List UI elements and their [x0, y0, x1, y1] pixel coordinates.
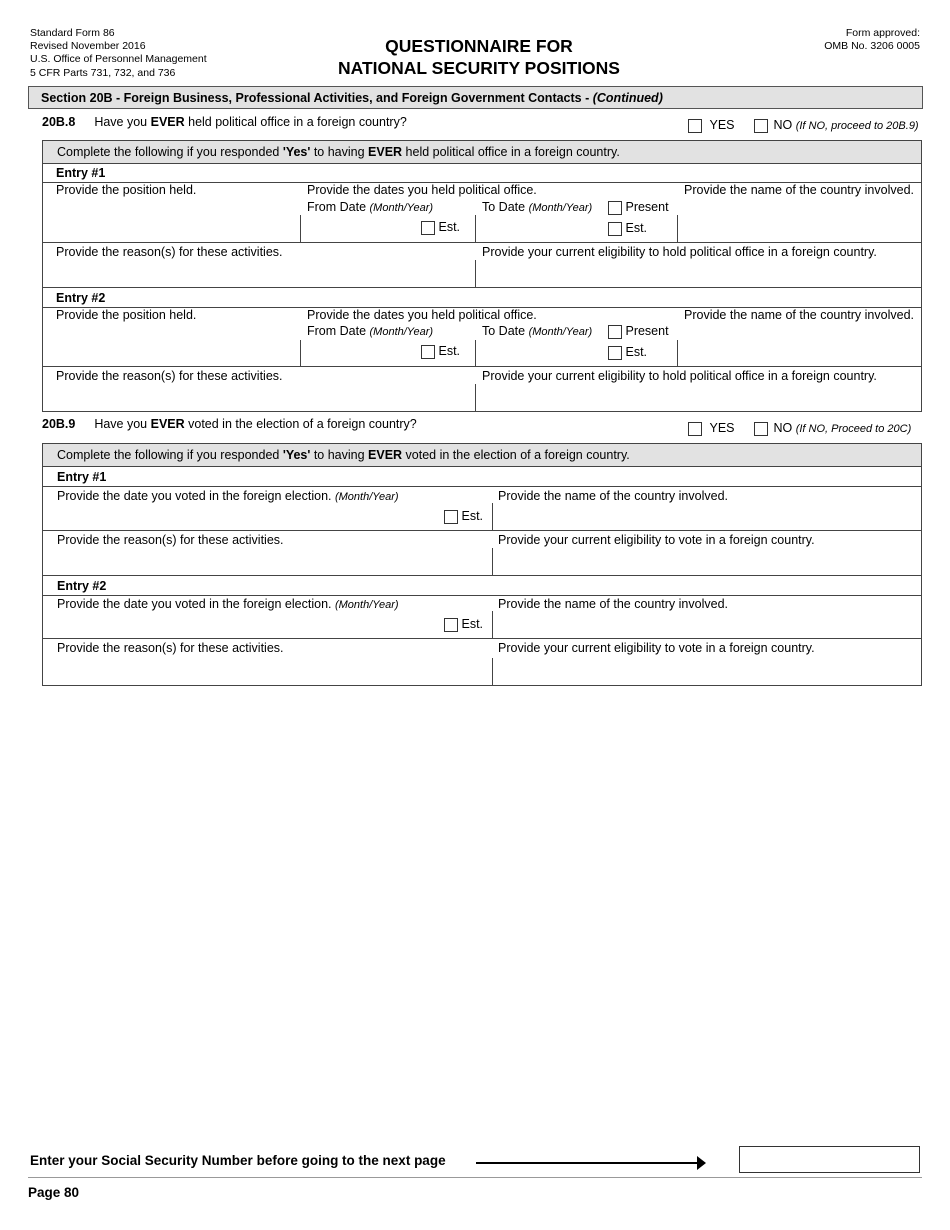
q8-yes-label: YES — [709, 118, 735, 132]
q8-no-note: (If NO, proceed to 20B.9) — [795, 120, 919, 132]
q9-entry1-heading: Entry #1 — [57, 470, 107, 484]
form-title-line-1: QUESTIONNAIRE FOR — [385, 36, 573, 56]
q8-entry1-from-est-checkbox[interactable] — [421, 221, 435, 235]
q9-entry1-date-label: Provide the date you voted in the foreign election. (Month/Year) — [57, 489, 399, 503]
page-number: Page 80 — [28, 1185, 80, 1200]
divider — [28, 1177, 922, 1178]
q9-entry2-country-label: Provide the name of the country involved. — [498, 597, 728, 611]
q8-entry1-to-est: Est. — [608, 221, 647, 236]
q8-entry2-present: Present — [608, 324, 669, 339]
q9-no-note: (If NO, Proceed to 20C) — [795, 423, 912, 435]
q8-answer-group — [688, 118, 919, 133]
arrow-head-icon — [697, 1156, 706, 1170]
divider — [300, 340, 301, 367]
divider — [492, 548, 493, 575]
divider — [475, 384, 476, 411]
q9-entry1-est: Est. — [444, 509, 483, 524]
q9-entry2-reason-label: Provide the reason(s) for these activities. — [57, 641, 284, 655]
q8-entry2-eligibility-label: Provide your current eligibility to hold political office in a foreign country. — [482, 369, 877, 383]
q8-entry1-from-est: Est. — [421, 220, 460, 235]
divider — [677, 215, 678, 243]
q8-entry1-present-checkbox[interactable] — [608, 201, 622, 215]
q8-entry2-to-est: Est. — [608, 345, 647, 360]
q8-no-label: NO — [773, 118, 793, 132]
divider — [475, 260, 476, 287]
q8-entry1-dates-label: Provide the dates you held political office. — [307, 183, 537, 197]
ssn-prompt: Enter your Social Security Number before going to the next page — [30, 1153, 446, 1168]
q8-entry2-to-label: To Date (Month/Year) — [482, 324, 593, 338]
section-title: Section 20B - Foreign Business, Professional Activities, and Foreign Government Contacts - — [41, 91, 593, 105]
q9-instruction-bar: Complete the following if you responded 'Yes' to having EVER voted in the election of a foreign country. — [43, 444, 921, 467]
q9-yes-checkbox[interactable] — [688, 422, 702, 436]
divider — [492, 503, 493, 530]
q8-entry1-position-label: Provide the position held. — [56, 183, 197, 197]
q8-entry2-dates-label: Provide the dates you held political office. — [307, 308, 537, 322]
q8-entry1-eligibility-label: Provide your current eligibility to hold political office in a foreign country. — [482, 245, 877, 259]
divider — [43, 242, 921, 243]
q8-entry2-reason-label: Provide the reason(s) for these activities. — [56, 369, 283, 383]
q8-entry2-heading: Entry #2 — [56, 291, 106, 305]
arrow-right-icon — [476, 1162, 698, 1164]
q9-yes-label: YES — [709, 421, 735, 435]
divider — [475, 340, 476, 367]
divider — [677, 340, 678, 367]
question-number: 20B.8 — [42, 115, 76, 129]
q8-entry1-present: Present — [608, 200, 669, 215]
form-approval — [824, 27, 920, 53]
section-header — [28, 86, 923, 109]
q9-entry2-date-label: Provide the date you voted in the foreign election. (Month/Year) — [57, 597, 399, 611]
q8-entry1-to-label: To Date (Month/Year) — [482, 200, 593, 214]
q8-entry1-heading: Entry #1 — [56, 166, 106, 180]
divider — [492, 658, 493, 685]
form-id-line: Revised November 2016 — [30, 40, 146, 53]
form-id-line: Standard Form 86 — [30, 27, 115, 39]
q9-entry1-est-checkbox[interactable] — [444, 510, 458, 524]
q8-entry2-from-label: From Date (Month/Year) — [307, 324, 434, 338]
q9-entry1-reason-label: Provide the reason(s) for these activities. — [57, 533, 284, 547]
divider — [43, 366, 921, 367]
q8-entry2-from-est-checkbox[interactable] — [421, 345, 435, 359]
divider — [300, 215, 301, 243]
q9-entry2-heading: Entry #2 — [57, 579, 107, 593]
section-title-suffix: (Continued) — [592, 91, 663, 105]
divider — [43, 575, 921, 576]
ssn-input[interactable] — [739, 1146, 920, 1173]
divider — [43, 287, 921, 288]
question-20b8 — [42, 115, 407, 129]
divider — [43, 486, 921, 487]
q9-entry2-est-checkbox[interactable] — [444, 618, 458, 632]
q9-answer-group — [688, 421, 911, 436]
q9-entry2-eligibility-label: Provide your current eligibility to vote in a foreign country. — [498, 641, 815, 655]
q8-entry1-from-label: From Date (Month/Year) — [307, 200, 434, 214]
divider — [475, 215, 476, 243]
q9-no-checkbox[interactable] — [754, 422, 768, 436]
q8-entry1-country-label: Provide the name of the country involved. — [684, 183, 914, 197]
divider — [43, 595, 921, 596]
q8-yes-checkbox[interactable] — [688, 119, 702, 133]
approval-line-2: OMB No. 3206 0005 — [824, 40, 920, 53]
form-id-line: 5 CFR Parts 731, 732, and 736 — [30, 66, 176, 79]
form-title — [0, 35, 950, 79]
question-number: 20B.9 — [42, 417, 76, 431]
q8-entry2-present-checkbox[interactable] — [608, 325, 622, 339]
q9-entry1-eligibility-label: Provide your current eligibility to vote in a foreign country. — [498, 533, 815, 547]
divider — [492, 611, 493, 638]
form-title-line-2: NATIONAL SECURITY POSITIONS — [338, 58, 620, 78]
q8-entry2-position-label: Provide the position held. — [56, 308, 197, 322]
question-text: Have you EVER held political office in a foreign country? — [94, 115, 407, 129]
q8-entry1-reason-label: Provide the reason(s) for these activities. — [56, 245, 283, 259]
q8-entry1-to-est-checkbox[interactable] — [608, 222, 622, 236]
q8-no-checkbox[interactable] — [754, 119, 768, 133]
q8-entry2-country-label: Provide the name of the country involved. — [684, 308, 914, 322]
q8-entry2-from-est: Est. — [421, 344, 460, 359]
q9-no-label: NO — [773, 421, 793, 435]
divider — [43, 638, 921, 639]
q9-entry2-est: Est. — [444, 617, 483, 632]
q8-entry2-to-est-checkbox[interactable] — [608, 346, 622, 360]
divider — [43, 530, 921, 531]
question-20b9 — [42, 417, 417, 431]
question-text: Have you EVER voted in the election of a foreign country? — [94, 417, 417, 431]
q9-entry1-country-label: Provide the name of the country involved. — [498, 489, 728, 503]
form-id-line: U.S. Office of Personnel Management — [30, 53, 207, 66]
approval-line-1: Form approved: — [845, 27, 920, 39]
q8-instruction-bar: Complete the following if you responded 'Yes' to having EVER held political office in a foreign country. — [43, 141, 921, 164]
